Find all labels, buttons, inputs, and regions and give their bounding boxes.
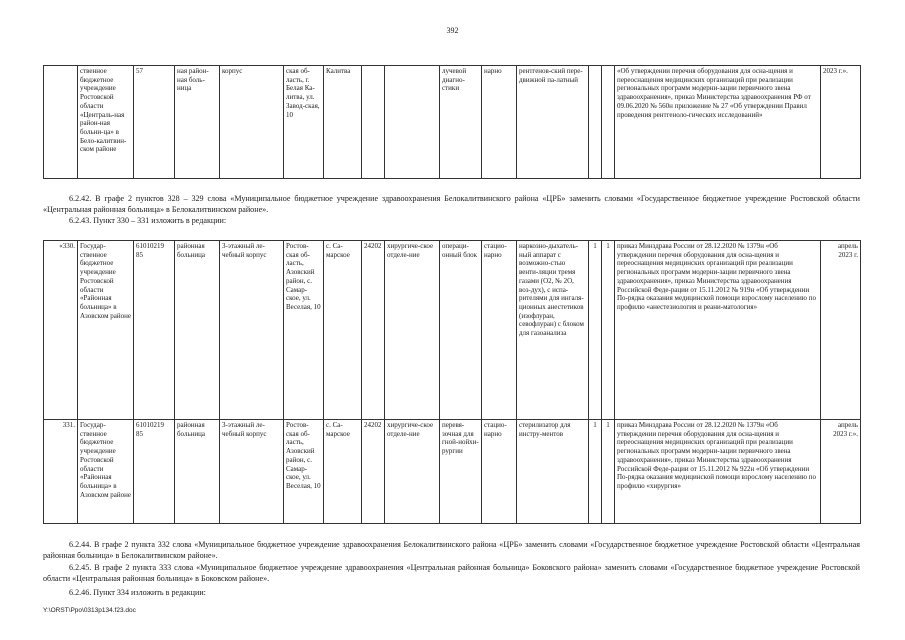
row-number-cell bbox=[44, 66, 78, 179]
mode-cell: стацио-нарно bbox=[482, 241, 517, 420]
oktmo-cell: 24202 bbox=[362, 241, 385, 420]
mode-cell: нарно bbox=[482, 66, 517, 179]
quantity-cell: 1 bbox=[589, 420, 602, 524]
paragraph-6-2-46: 6.2.46. Пункт 334 изложить в редакции: bbox=[69, 588, 206, 597]
unit-cell: операци-онный блок bbox=[440, 241, 482, 420]
row-number-cell: «330. bbox=[44, 241, 78, 420]
building-cell: корпус bbox=[220, 66, 284, 179]
legal-basis-cell: приказ Минздрава России от 28.12.2020 № 1379н «Об утверждении перечня оборудования для осна-щения и переоснащения медицинских организаций при реализации региональных программ модерни-зации первичного звена здравоохранения», приказ Министерства здравоохранения Российской Феде-рации от 15.11.2012 № 919н «Об утверждении По-рядка оказания медицинской помощи взрослому населению по профилю «анестезиология и реани-матология» bbox=[615, 241, 821, 420]
paragraph-6-2-45: 6.2.45. В графе 2 пункта 333 слова «Муниципальное бюджетное учреждение здравоохранения «Центральная районная больница» Боковского района» заменить словами «Государственное бюджетное учреждение Ростовской области «Центральная районная больница» в Боковском районе». bbox=[43, 563, 860, 583]
paragraph-6-2-44: 6.2.44. В графе 2 пункта 332 слова «Муниципальное бюджетное учреждение здравоохранения Белокалитвинского района «ЦРБ» заменить словами «Государственное бюджетное учреждение Ростовской области «Центральная районная больница» в Белокалитвинском районе». bbox=[43, 540, 860, 560]
equipment-cell: стерилизатор для инстру-ментов bbox=[517, 420, 589, 524]
equipment-cell: рентгенов-ский пере-движной па-латный bbox=[517, 66, 589, 179]
code-cell: 61010219 85 bbox=[134, 420, 175, 524]
deadline-cell: апрель 2023 г. bbox=[821, 241, 861, 420]
paragraph-6-2-43: 6.2.43. Пункт 330 – 331 изложить в редакции: bbox=[69, 216, 227, 225]
institution-cell: Государ-ственное бюджетное учреждение Ростовской области «Районная больница» в Азовском районе bbox=[78, 420, 134, 524]
legal-basis-cell: приказ Минздрава России от 28.12.2020 № 1379н «Об утверждении перечня оборудования для осна-щения и переоснащения медицинских организаций при реализации региональных программ модерни-зации первичного звена здравоохранения», приказ Министерства здравоохранения Российской Феде-рации от 15.11.2012 № 922н «Об утверждении По-рядка оказания медицинской помощи взрослому населению по профилю «хирургия» bbox=[615, 420, 821, 524]
quantity-cell: 1 bbox=[589, 241, 602, 420]
quantity-cell: 1 bbox=[602, 420, 615, 524]
department-cell: хирургиче-ское отделе-ние bbox=[385, 420, 440, 524]
quantity-cell bbox=[602, 66, 615, 179]
row-number-cell: 331. bbox=[44, 420, 78, 524]
facility-type-cell: ная район-ная боль-ница bbox=[175, 66, 220, 179]
locality-cell: с. Са-марское bbox=[324, 241, 362, 420]
code-cell: 61010219 85 bbox=[134, 241, 175, 420]
legal-basis-cell: «Об утверждении перечня оборудования для осна-щения и переоснащения медицинских организаций при реализации региональных программ модерни-зации первичного звена здравоохранения», приказ Министерства здравоохранения РФ от 09.06.2020 № 560н приложение № 27 «Об утверждении Правил проведения рентгеноло-гических исследований» bbox=[615, 66, 821, 179]
quantity-cell: 1 bbox=[602, 241, 615, 420]
deadline-cell: 2023 г.». bbox=[821, 66, 861, 179]
page-number: 392 bbox=[446, 26, 459, 35]
unit-cell: лучевой диагно-стики bbox=[440, 66, 482, 179]
unit-cell: перевя-зочная для гной-нойхи-рургии bbox=[440, 420, 482, 524]
oktmo-cell bbox=[362, 66, 385, 179]
building-cell: 3-этажный ле-чебный корпус bbox=[220, 420, 284, 524]
code-cell: 57 bbox=[134, 66, 175, 179]
equipment-cell: наркозно-дыхатель-ный аппарат с возможно-стью венти-ляции тремя газами (O2, № 2O, воз-дух), с испа-рителями для ингаля-ционных анестетиков (изофлуран, севофлуран) с блоком для газоанализа bbox=[517, 241, 589, 420]
equipment-table bbox=[43, 240, 861, 524]
quantity-cell bbox=[589, 66, 602, 179]
table-row bbox=[44, 66, 861, 179]
equipment-table-continuation bbox=[43, 65, 861, 179]
locality-cell: с. Са-марское bbox=[324, 420, 362, 524]
oktmo-cell: 24202 bbox=[362, 420, 385, 524]
table-row bbox=[44, 241, 861, 420]
facility-type-cell: районная больница bbox=[175, 241, 220, 420]
department-cell: хирургиче-ское отделе-ние bbox=[385, 241, 440, 420]
institution-cell: ственное бюджетное учреждение Ростовской области «Централь-ная район-ная больни-ца» в Бело-калитвин-ском районе bbox=[78, 66, 134, 179]
address-cell: ская об-ласть, г. Белая Ка-литва, ул. Завод-ская, 10 bbox=[284, 66, 324, 179]
department-cell bbox=[385, 66, 440, 179]
deadline-cell: апрель 2023 г.». bbox=[821, 420, 861, 524]
facility-type-cell: районная больница bbox=[175, 420, 220, 524]
address-cell: Ростов-ская об-ласть, Азовский район, с. Самар-ское, ул. Веселая, 10 bbox=[284, 241, 324, 420]
address-cell: Ростов-ская об-ласть, Азовский район, с. Самар-ское, ул. Веселая, 10 bbox=[284, 420, 324, 524]
mode-cell: стацио-нарно bbox=[482, 420, 517, 524]
paragraph-6-2-42: 6.2.42. В графе 2 пунктов 328 – 329 слова «Муниципальное бюджетное учреждение здравоохранения Белокалитвинского района «ЦРБ» заменить словами «Государственное бюджетное учреждение Ростовской области «Центральная районная больница» в Белокалитвинском районе». bbox=[43, 194, 860, 214]
building-cell: 3-этажный ле-чебный корпус bbox=[220, 241, 284, 420]
institution-cell: Государ-ственное бюджетное учреждение Ростовской области «Районная больница» в Азовском районе bbox=[78, 241, 134, 420]
table-row bbox=[44, 420, 861, 524]
locality-cell: Калитва bbox=[324, 66, 362, 179]
footer-file-path: Y:\ORST\Ppo\0313p134.f23.doc bbox=[43, 607, 136, 614]
